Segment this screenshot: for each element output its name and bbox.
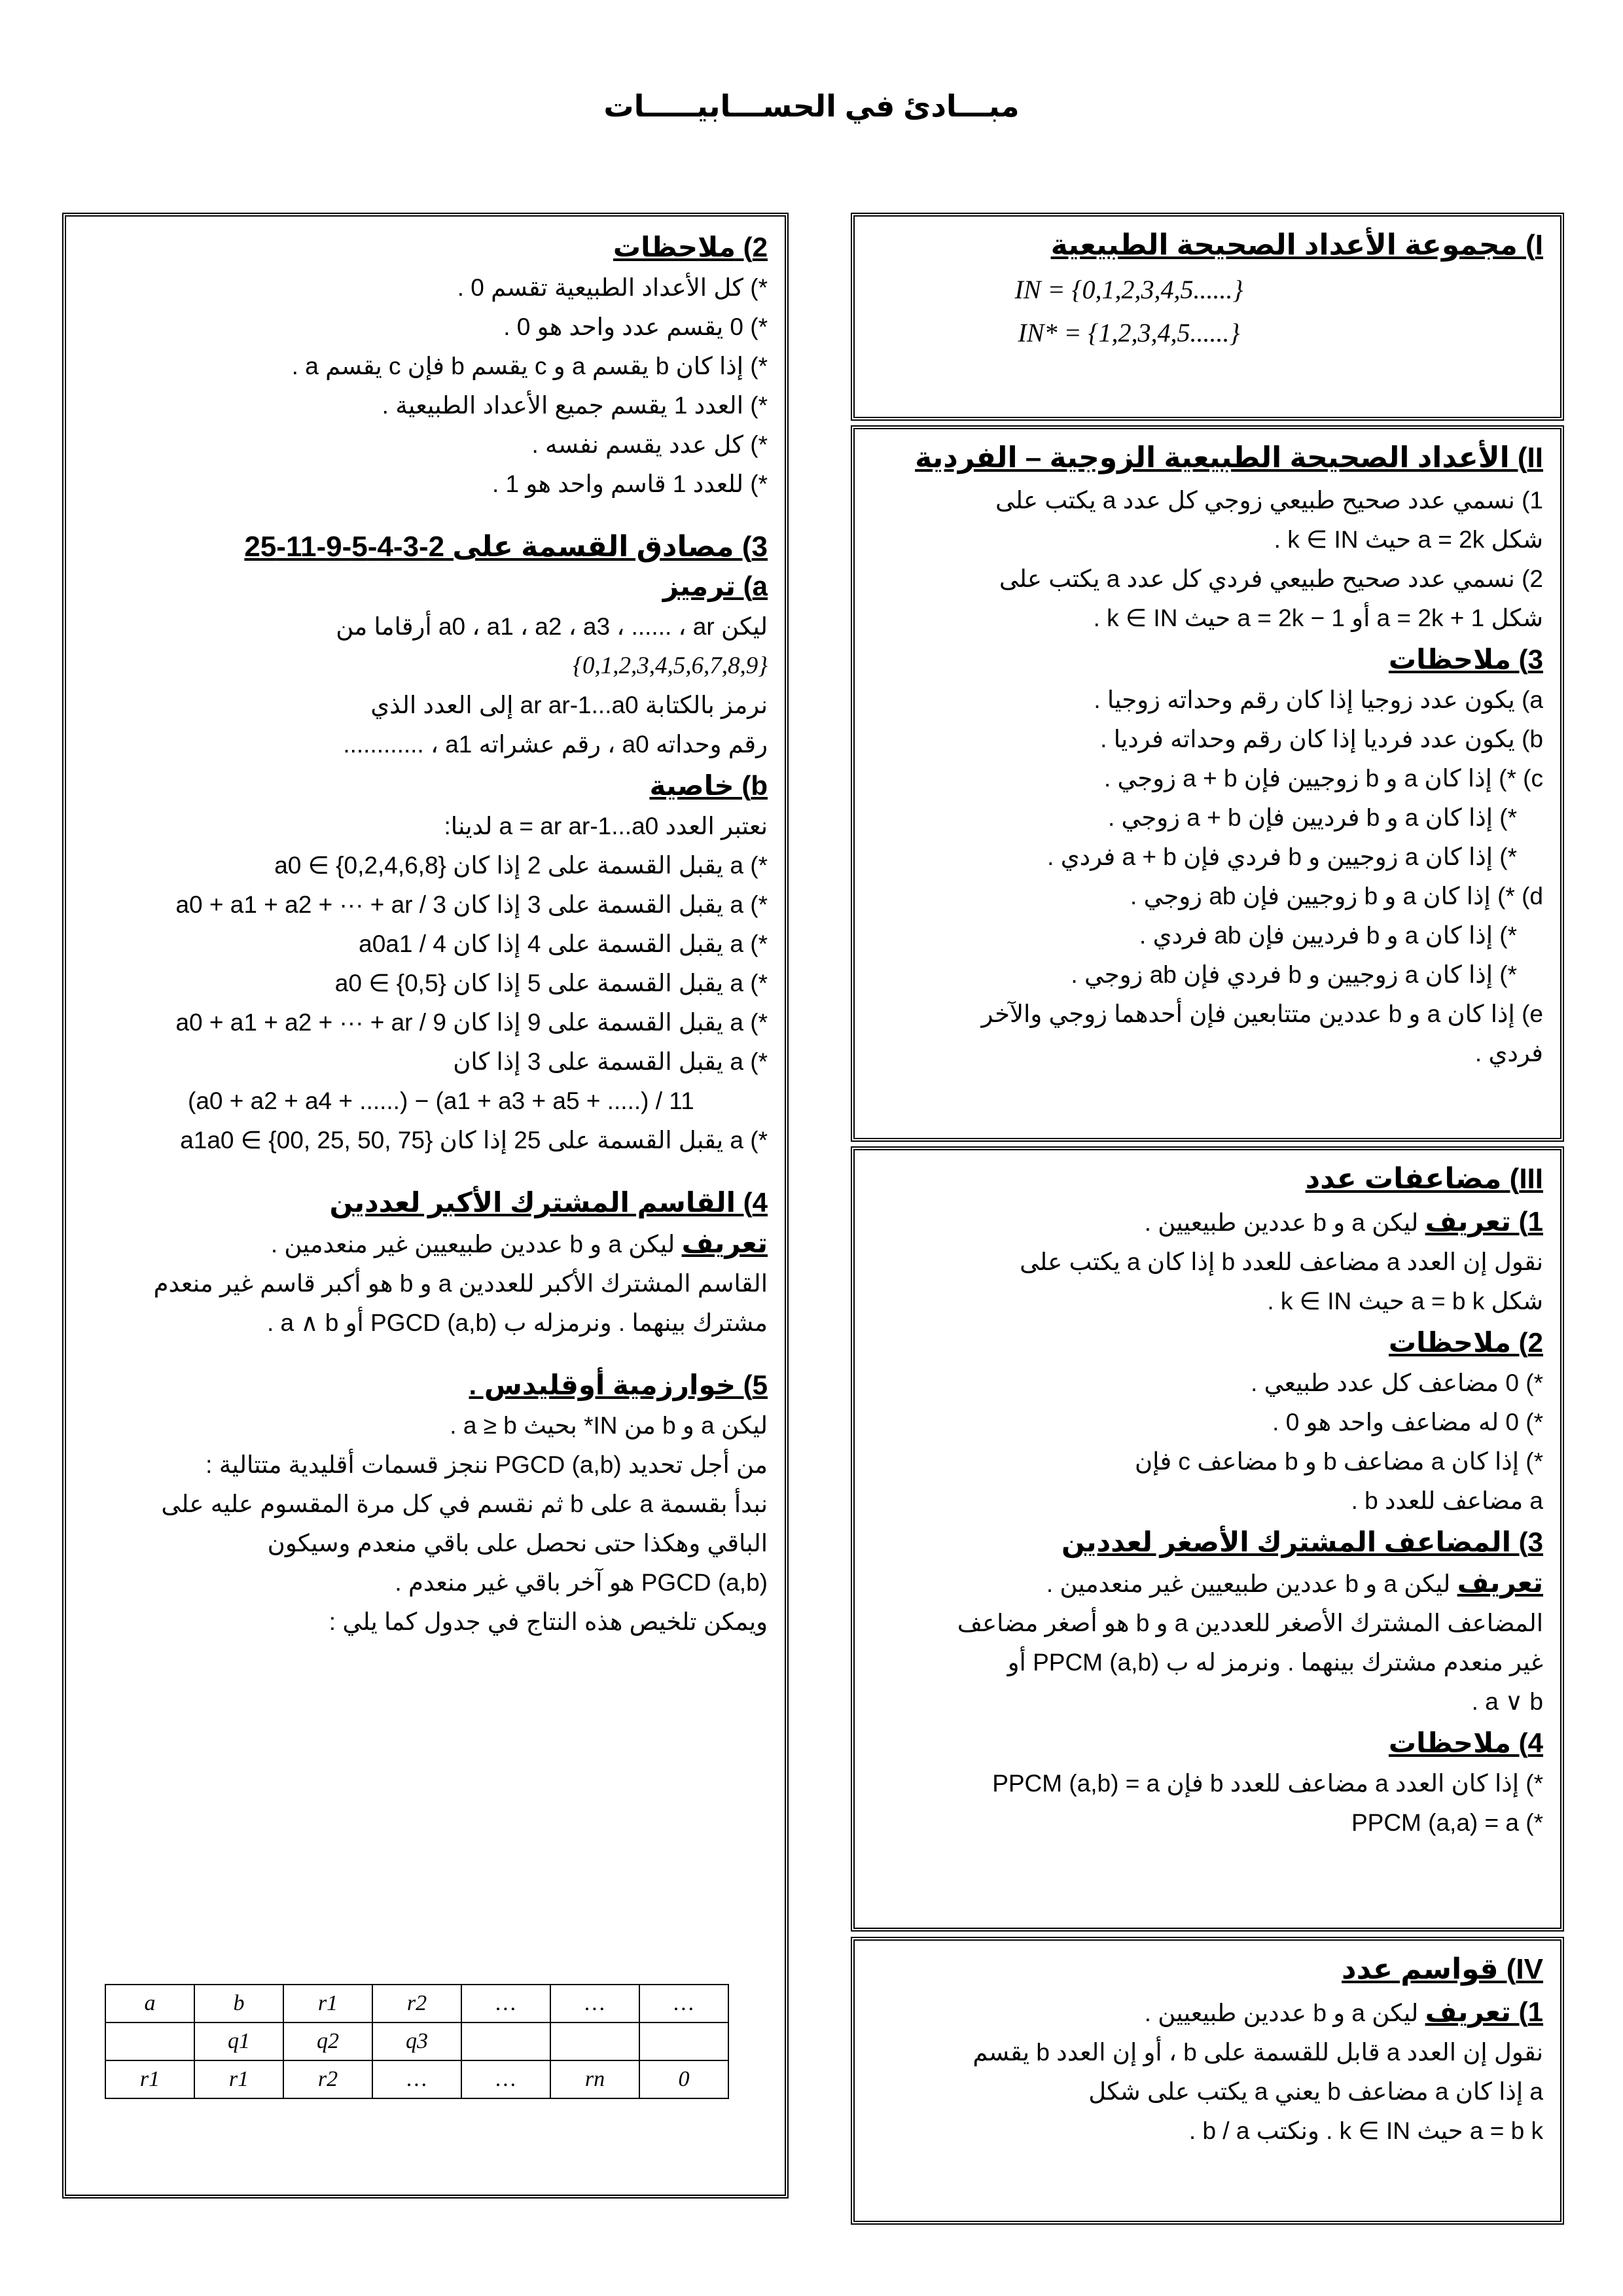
note-line: a) يكون عدد زوجيا إذا كان رقم وحداته زوجيا . (1094, 686, 1543, 713)
note-line: c) *) إذا كان a و b زوجيين فإن a + b زوجي . (1103, 765, 1543, 792)
gcd-heading: 4) القاسم المشترك الأكبر لعددين (329, 1187, 768, 1218)
text-line: المضاعف المشترك الأصغر للعددين a و b هو أصغر مضاعف (957, 1610, 1543, 1636)
notation-heading: a) ترميز (662, 571, 768, 601)
text-line: ويمكن تلخيص هذه النتاج في جدول كما يلي : (329, 1608, 768, 1635)
rule-line: *) a يقبل القسمة على 4 إذا كان 4 / a0a1 (359, 930, 768, 957)
table-cell: r1 (194, 2060, 283, 2098)
text-line: ليكن a0 ، a1 ، a2 ، a3 ، ...... ، ar أرقاما من (336, 613, 768, 640)
table-cell: 0 (639, 2060, 728, 2098)
text-line: ليكن a و b من IN* بحيث a ≥ b . (450, 1412, 768, 1439)
text-line: غير منعدم مشترك بينهما . ونرمز له ب PPCM (a,b) أو (1007, 1649, 1543, 1676)
table-cell: b (194, 1985, 283, 2022)
text-line: PGCD (a,b) هو آخر باقي غير منعدم . (395, 1569, 768, 1596)
table-cell: … (461, 1985, 550, 2022)
note-line: *) إذا كان a و b فرديين فإن ab فردي . (1139, 922, 1517, 949)
definition-label: 1) تعريف (1425, 1996, 1543, 2027)
text-line: القاسم المشترك الأكبر للعددين a و b هو أكبر قاسم غير منعدم (153, 1270, 768, 1297)
set-in: IN = {0,1,2,3,4,5......} (1014, 275, 1243, 304)
set-in-star: IN* = {1,2,3,4,5......} (1018, 318, 1240, 347)
rule-line: *) a يقبل القسمة على 3 إذا كان 3 / a0 + a1 + a2 + ··· + ar (175, 891, 768, 918)
note-line: *) إذا كان a مضاعف b و b مضاعف c فإن (1135, 1448, 1543, 1475)
page-title: مبـــادئ في الحســـابيـــــات (603, 89, 1020, 123)
rule-line: *) a يقبل القسمة على 9 إذا كان 9 / a0 + a1 + a2 + ··· + ar (175, 1009, 768, 1036)
text-line: نعتبر العدد a = ar ar-1...a0 لدينا: (444, 813, 768, 839)
rule-line: (a0 + a2 + a4 + ......) − (a1 + a3 + a5 + .....) / 11 (188, 1087, 694, 1114)
text-line: شكل a = 2k + 1 أو a = 2k − 1 حيث k ∈ IN . (1093, 605, 1543, 631)
definition-label: 1) تعريف (1425, 1206, 1543, 1237)
text-line: مشترك بينهما . ونرمزله ب PGCD (a,b) أو a ∧ b . (266, 1309, 768, 1336)
table-cell (105, 2022, 194, 2060)
text-line: a = b k حيث k ∈ IN . ونكتب b / a . (1188, 2117, 1543, 2144)
text-line: نبدأ بقسمة a على b ثم نقسم في كل مرة المقسوم عليه على (161, 1491, 768, 1517)
notes-heading: 2) ملاحظات (613, 232, 768, 262)
section-divisors (851, 1937, 1564, 2225)
text-line: نرمز بالكتابة ar ar-1...a0 إلى العدد الذي (370, 692, 768, 718)
table-cell: … (372, 2060, 461, 2098)
table-cell: … (461, 2060, 550, 2098)
table-cell: rn (550, 2060, 639, 2098)
table-cell: q3 (372, 2022, 461, 2060)
text-line: a ∨ b . (1471, 1688, 1543, 1715)
text-line: نقول إن العدد a قابل للقسمة على b ، أو إن العدد b يقسم (972, 2039, 1543, 2066)
table-cell: q2 (283, 2022, 372, 2060)
section-natural-numbers (851, 213, 1564, 421)
note-line: a مضاعف للعدد b . (1351, 1487, 1543, 1514)
note-line: *) 0 مضاعف كل عدد طبيعي . (1251, 1369, 1543, 1396)
text-line: الباقي وهكذا حتى نحصل على باقي منعدم وسيكون (267, 1530, 768, 1557)
text-line: نقول إن العدد a مضاعف للعدد b إذا كان a يكتب على (1020, 1248, 1543, 1275)
note-line: *) إذا كان a زوجيين و b فردي فإن a + b فردي . (1047, 843, 1517, 870)
euclid-table (105, 1984, 729, 2099)
divisibility-heading: 3) مصادق القسمة على 2-3-4-5-9-11-25 (244, 531, 768, 563)
text-line: شكل a = 2k حيث k ∈ IN . (1274, 526, 1543, 553)
table-cell: q1 (194, 2022, 283, 2060)
text-line: 2) نسمي عدد صحيح طبيعي فردي كل عدد a يكتب على (999, 565, 1543, 592)
note-line: *) إذا كان b يقسم a و c يقسم b فإن c يقسم a . (291, 353, 768, 380)
note-line: *) العدد 1 يقسم جميع الأعداد الطبيعية . (382, 392, 768, 419)
definition-label: تعريف (681, 1227, 768, 1258)
definition-text: ليكن a و b عددين طبيعيين . (1144, 2000, 1425, 2026)
note-line: فردي . (1474, 1040, 1543, 1067)
definition-label: تعريف (1457, 1567, 1543, 1598)
table-row (105, 2060, 728, 2098)
rule-line: *) a يقبل القسمة على 25 إذا كان a1a0 ∈ {00, 25, 50, 75} (180, 1127, 768, 1154)
table-cell (461, 2022, 550, 2060)
table-cell: r2 (283, 2060, 372, 2098)
table-cell (550, 2022, 639, 2060)
section-even-odd (851, 425, 1564, 1142)
ppcm-heading: 3) المضاعف المشترك الأصغر لعددين (1061, 1527, 1543, 1557)
euclid-heading: 5) خوارزمية أوقليدس . (469, 1369, 768, 1400)
note-line: *) كل عدد يقسم نفسه . (531, 431, 768, 458)
note-line: d) *) إذا كان a و b زوجيين فإن ab زوجي . (1130, 883, 1543, 910)
rule-line: *) a يقبل القسمة على 5 إذا كان a0 ∈ {0,5} (334, 970, 768, 997)
table-cell: … (550, 1985, 639, 2022)
rule-line: *) a يقبل القسمة على 2 إذا كان a0 ∈ {0,2,4,6,8} (274, 852, 768, 879)
table-cell: r2 (372, 1985, 461, 2022)
text-line: 1) نسمي عدد صحيح طبيعي زوجي كل عدد a يكتب على (995, 487, 1543, 514)
section-heading: I) مجموعة الأعداد الصحيحة الطبيعية (1050, 229, 1543, 261)
section-left-column (62, 213, 789, 2199)
section-heading: II) الأعداد الصحيحة الطبيعية الزوجية – الفردية (915, 442, 1543, 474)
notes-heading: 4) ملاحظات (1388, 1727, 1543, 1758)
section-heading: III) مضاعفات عدد (1305, 1163, 1543, 1195)
note-line: *) PPCM (a,a) = a (1351, 1809, 1543, 1836)
digit-set: {0,1,2,3,4,5,6,7,8,9} (573, 652, 768, 679)
text-line: a إذا كان a مضاعف b يعني a يكتب على شكل (1088, 2078, 1543, 2105)
definition-text: ليكن a و b عددين طبيعيين غير منعدمين . (1046, 1570, 1457, 1597)
note-line: *) للعدد 1 قاسم واحد هو 1 . (491, 470, 768, 497)
section-heading: IV) قواسم عدد (1342, 1953, 1543, 1985)
property-heading: b) خاصية (649, 770, 768, 801)
table-cell: r1 (105, 2060, 194, 2098)
note-line: *) إذا كان العدد a مضاعف للعدد b فإن PPCM (a,b) = a (992, 1770, 1543, 1797)
note-line: *) 0 له مضاعف واحد هو 0 . (1272, 1409, 1543, 1436)
section-multiples (851, 1146, 1564, 1932)
text-line: رقم وحداته a0 ، رقم عشراته a1 ، ............ (343, 731, 768, 758)
note-line: *) إذا كان a و b فرديين فإن a + b زوجي . (1107, 804, 1517, 831)
table-row (105, 2022, 728, 2060)
table-cell (639, 2022, 728, 2060)
note-line: *) كل الأعداد الطبيعية تقسم 0 . (457, 274, 768, 301)
text-line: شكل a = b k حيث k ∈ IN . (1267, 1288, 1543, 1315)
table-cell: r1 (283, 1985, 372, 2022)
definition-text: ليكن a و b عددين طبيعيين . (1144, 1209, 1425, 1236)
table-cell: a (105, 1985, 194, 2022)
table-row (105, 1985, 728, 2022)
definition-text: ليكن a و b عددين طبيعيين غير منعدمين . (270, 1231, 682, 1258)
notes-heading: 3) ملاحظات (1388, 644, 1543, 675)
rule-line: *) a يقبل القسمة على 3 إذا كان (453, 1048, 768, 1075)
notes-heading: 2) ملاحظات (1388, 1327, 1543, 1358)
note-line: e) إذا كان a و b عددين متتابعين فإن أحدهما زوجي والآخر (981, 1000, 1543, 1027)
table-cell: … (639, 1985, 728, 2022)
note-line: *) إذا كان a زوجيين و b فردي فإن ab زوجي . (1071, 961, 1517, 988)
text-line: من أجل تحديد PGCD (a,b) ننجز قسمات أقليدية متتالية : (205, 1451, 768, 1478)
note-line: *) 0 يقسم عدد واحد هو 0 . (503, 313, 768, 340)
note-line: b) يكون عدد فرديا إذا كان رقم وحداته فرديا . (1100, 726, 1543, 752)
